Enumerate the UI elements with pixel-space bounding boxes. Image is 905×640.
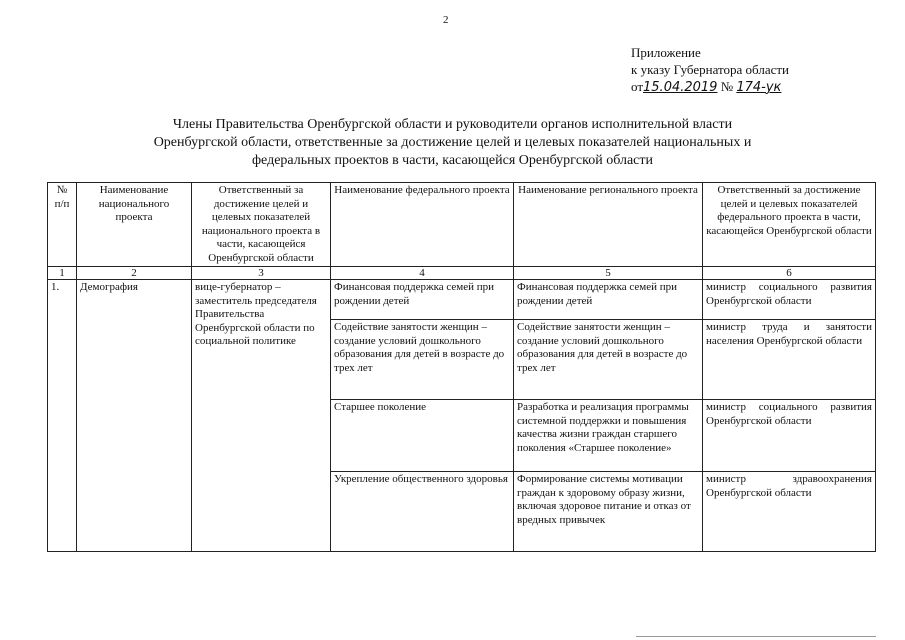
responsibility-table xyxy=(47,182,876,552)
column-number: 5 xyxy=(514,267,703,280)
header-national-project: Наименование национального проекта xyxy=(77,183,192,267)
decree-date: 15.04.2019 xyxy=(643,80,718,95)
column-number: 4 xyxy=(331,267,514,280)
federal-project-responsible: министр социального развития Оренбургской области xyxy=(703,280,876,320)
appendix-block xyxy=(631,44,789,96)
header-federal-project: Наименование федерального проекта xyxy=(331,183,514,267)
national-project-name: Демография xyxy=(77,280,192,552)
federal-project-responsible: министр здравоохранения Оренбургской области xyxy=(703,472,876,552)
federal-project-name: Финансовая поддержка семей при рождении детей xyxy=(331,280,514,320)
table-row xyxy=(48,280,876,320)
date-prefix: от xyxy=(631,79,644,94)
federal-project-responsible: министр труда и занятости населения Оренбургской области xyxy=(703,320,876,400)
document-title xyxy=(40,116,865,170)
federal-project-responsible: министр социального развития Оренбургской области xyxy=(703,400,876,472)
federal-project-name: Содействие занятости женщин – создание условий дошкольного образования для детей в возрасте до трех лет xyxy=(331,320,514,400)
decree-number: 174-ук xyxy=(736,80,782,95)
regional-project-name: Содействие занятости женщин – создание условий дошкольного образования для детей в возрасте до трех лет xyxy=(514,320,703,400)
page-number: 2 xyxy=(443,14,449,26)
header-num: № п/п xyxy=(48,183,77,267)
regional-project-name: Формирование системы мотивации граждан к здоровому образу жизни, включая здоровое питание и отказ от вредных привычек xyxy=(514,472,703,552)
header-regional-project: Наименование регионального проекта xyxy=(514,183,703,267)
column-number: 6 xyxy=(703,267,876,280)
title-line-1: Члены Правительства Оренбургской области и руководители органов исполнительной власти xyxy=(172,117,733,132)
national-project-responsible: вице-губернатор – заместитель председателя Правительства Оренбургской области по социальной политике xyxy=(192,280,331,552)
appendix-reference: к указу Губернатора области xyxy=(631,62,790,77)
header-federal-responsible: Ответственный за достижение целей и целевых показателей федерального проекта в части, касающейся Оренбургской области xyxy=(703,183,876,267)
header-row xyxy=(48,183,876,267)
federal-project-name: Укрепление общественного здоровья xyxy=(331,472,514,552)
appendix-date-line xyxy=(631,78,789,96)
column-number: 3 xyxy=(192,267,331,280)
federal-project-name: Старшее поколение xyxy=(331,400,514,472)
header-national-responsible: Ответственный за достижение целей и целевых показателей национального проекта в части, касающейся Оренбургской области xyxy=(192,183,331,267)
column-number-row xyxy=(48,267,876,280)
column-number: 1 xyxy=(48,267,77,280)
number-prefix: № xyxy=(720,79,734,94)
title-line-3: федеральных проектов в части, касающейся Оренбургской области xyxy=(251,153,654,168)
row-number: 1. xyxy=(48,280,77,552)
regional-project-name: Финансовая поддержка семей при рождении детей xyxy=(514,280,703,320)
regional-project-name: Разработка и реализация программы системной поддержки и повышения качества жизни граждан старшего поколения «Старшее поколение» xyxy=(514,400,703,472)
column-number: 2 xyxy=(77,267,192,280)
page-edge-divider xyxy=(636,636,876,637)
appendix-label: Приложение xyxy=(631,45,701,60)
title-line-2: Оренбургской области, ответственные за достижение целей и целевых показателей национальных и xyxy=(153,135,752,150)
